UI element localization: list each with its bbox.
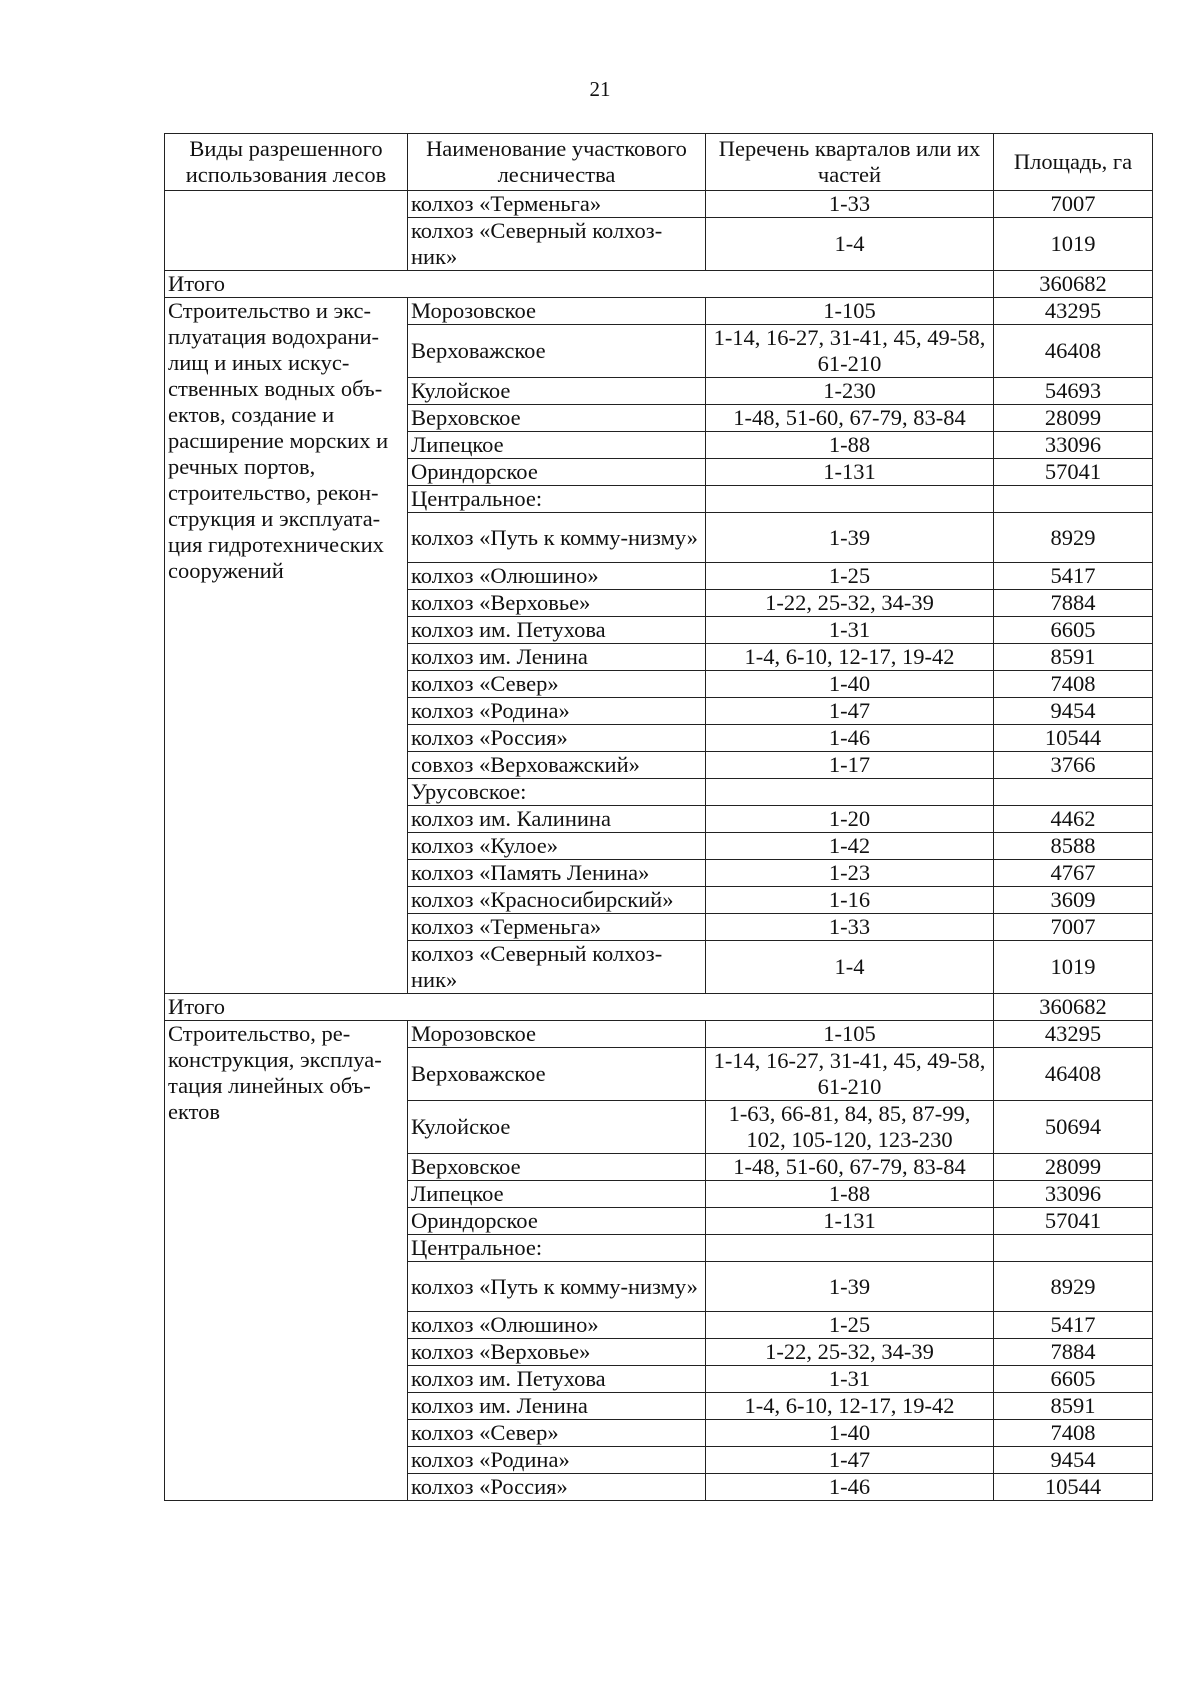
quarters-cell: 1-16 xyxy=(706,887,994,914)
quarters-cell xyxy=(706,779,994,806)
quarters-cell: 1-31 xyxy=(706,1366,994,1393)
area-cell xyxy=(994,779,1153,806)
quarters-cell: 1-17 xyxy=(706,752,994,779)
area-cell xyxy=(994,486,1153,513)
forestry-name-cell: Верховское xyxy=(408,1154,706,1181)
forestry-name-cell: Верховажское xyxy=(408,325,706,378)
forestry-name-cell: колхоз «Север» xyxy=(408,1420,706,1447)
forestry-name-cell: колхоз «Кулое» xyxy=(408,833,706,860)
area-cell: 10544 xyxy=(994,1474,1153,1501)
forestry-name-cell: колхоз им. Петухова xyxy=(408,1366,706,1393)
area-cell: 57041 xyxy=(994,1208,1153,1235)
area-cell: 5417 xyxy=(994,563,1153,590)
quarters-cell: 1-33 xyxy=(706,914,994,941)
area-cell: 7884 xyxy=(994,590,1153,617)
area-cell: 9454 xyxy=(994,698,1153,725)
area-cell: 9454 xyxy=(994,1447,1153,1474)
table-body xyxy=(165,191,1153,1501)
area-cell: 46408 xyxy=(994,1048,1153,1101)
forestry-name-cell: колхоз «Терменьга» xyxy=(408,914,706,941)
forestry-name-cell: колхоз «Россия» xyxy=(408,725,706,752)
area-cell: 1019 xyxy=(994,218,1153,271)
forestry-name-cell: колхоз «Красносибирский» xyxy=(408,887,706,914)
area-cell: 33096 xyxy=(994,432,1153,459)
quarters-cell: 1-22, 25-32, 34-39 xyxy=(706,1339,994,1366)
forestry-name-cell: колхоз «Терменьга» xyxy=(408,191,706,218)
forestry-name-cell: колхоз им. Ленина xyxy=(408,1393,706,1420)
forestry-name-cell: колхоз «Олюшино» xyxy=(408,1312,706,1339)
quarters-cell: 1-39 xyxy=(706,513,994,563)
total-label: Итого xyxy=(165,994,994,1021)
total-row xyxy=(165,994,1153,1021)
quarters-cell: 1-42 xyxy=(706,833,994,860)
quarters-cell: 1-4, 6-10, 12-17, 19-42 xyxy=(706,1393,994,1420)
area-cell: 46408 xyxy=(994,325,1153,378)
quarters-cell: 1-23 xyxy=(706,860,994,887)
forestry-name-cell: Липецкое xyxy=(408,1181,706,1208)
area-cell: 28099 xyxy=(994,1154,1153,1181)
area-cell: 43295 xyxy=(994,298,1153,325)
quarters-cell: 1-131 xyxy=(706,1208,994,1235)
quarters-cell: 1-105 xyxy=(706,298,994,325)
quarters-cell xyxy=(706,1235,994,1262)
area-cell: 5417 xyxy=(994,1312,1153,1339)
quarters-cell: 1-46 xyxy=(706,725,994,752)
quarters-cell: 1-48, 51-60, 67-79, 83-84 xyxy=(706,1154,994,1181)
forestry-name-cell: Морозовское xyxy=(408,1021,706,1048)
forestry-name-cell: Ориндорское xyxy=(408,459,706,486)
forestry-name-cell: колхоз «Путь к комму-низму» xyxy=(408,1262,706,1312)
total-row xyxy=(165,271,1153,298)
table-row xyxy=(165,191,1153,218)
forestry-name-cell: колхоз «Верховье» xyxy=(408,1339,706,1366)
area-cell: 4462 xyxy=(994,806,1153,833)
area-cell: 6605 xyxy=(994,1366,1153,1393)
area-cell: 7408 xyxy=(994,1420,1153,1447)
quarters-cell: 1-48, 51-60, 67-79, 83-84 xyxy=(706,405,994,432)
quarters-cell: 1-47 xyxy=(706,1447,994,1474)
quarters-cell xyxy=(706,486,994,513)
header-area: Площадь, га xyxy=(994,134,1153,191)
quarters-cell: 1-4 xyxy=(706,218,994,271)
total-value: 360682 xyxy=(994,994,1153,1021)
quarters-cell: 1-88 xyxy=(706,1181,994,1208)
quarters-cell: 1-39 xyxy=(706,1262,994,1312)
quarters-cell: 1-131 xyxy=(706,459,994,486)
quarters-cell: 1-31 xyxy=(706,617,994,644)
area-cell: 8591 xyxy=(994,644,1153,671)
forestry-name-cell: Центральное: xyxy=(408,1235,706,1262)
quarters-cell: 1-33 xyxy=(706,191,994,218)
area-cell: 4767 xyxy=(994,860,1153,887)
quarters-cell: 1-105 xyxy=(706,1021,994,1048)
forestry-name-cell: Центральное: xyxy=(408,486,706,513)
area-cell: 50694 xyxy=(994,1101,1153,1154)
area-cell: 7007 xyxy=(994,914,1153,941)
forestry-name-cell: колхоз «Олюшино» xyxy=(408,563,706,590)
forestry-name-cell: Липецкое xyxy=(408,432,706,459)
area-cell: 3766 xyxy=(994,752,1153,779)
forestry-name-cell: колхоз «Родина» xyxy=(408,698,706,725)
quarters-cell: 1-40 xyxy=(706,1420,994,1447)
forestry-name-cell: колхоз «Север» xyxy=(408,671,706,698)
table-header-row xyxy=(165,134,1153,191)
area-cell: 54693 xyxy=(994,378,1153,405)
total-label: Итого xyxy=(165,271,994,298)
usage-type-cell: Строительство, ре-конструкция, эксплуа-тация линейных объ-ектов xyxy=(165,1021,408,1501)
area-cell: 28099 xyxy=(994,405,1153,432)
forestry-name-cell: колхоз «Путь к комму-низму» xyxy=(408,513,706,563)
area-cell: 57041 xyxy=(994,459,1153,486)
forestry-name-cell: колхоз им. Калинина xyxy=(408,806,706,833)
area-cell: 7884 xyxy=(994,1339,1153,1366)
area-cell: 6605 xyxy=(994,617,1153,644)
quarters-cell: 1-4, 6-10, 12-17, 19-42 xyxy=(706,644,994,671)
table-row xyxy=(165,298,1153,325)
forestry-name-cell: Верховское xyxy=(408,405,706,432)
header-usage-type: Виды разрешенного использования лесов xyxy=(165,134,408,191)
area-cell: 1019 xyxy=(994,941,1153,994)
forestry-name-cell: колхоз им. Ленина xyxy=(408,644,706,671)
forestry-name-cell: Урусовское: xyxy=(408,779,706,806)
area-cell: 8929 xyxy=(994,1262,1153,1312)
area-cell: 8588 xyxy=(994,833,1153,860)
table-row xyxy=(165,1021,1153,1048)
area-cell: 8591 xyxy=(994,1393,1153,1420)
forestry-name-cell: Верховажское xyxy=(408,1048,706,1101)
area-cell: 10544 xyxy=(994,725,1153,752)
area-cell: 43295 xyxy=(994,1021,1153,1048)
forestry-name-cell: Морозовское xyxy=(408,298,706,325)
area-cell: 8929 xyxy=(994,513,1153,563)
quarters-cell: 1-40 xyxy=(706,671,994,698)
quarters-cell: 1-22, 25-32, 34-39 xyxy=(706,590,994,617)
header-forestry-name: Наименование участкового лесничества xyxy=(408,134,706,191)
usage-type-cell: Строительство и экс-плуатация водохрани-лищ и иных искус-ственных водных объ-ектов, создание и расширение морских и речных портов, строительство, рекон-струкция и эксплуата-ция гидротехнических сооружений xyxy=(165,298,408,994)
forestry-name-cell: Ориндорское xyxy=(408,1208,706,1235)
quarters-cell: 1-20 xyxy=(706,806,994,833)
forestry-name-cell: Кулойское xyxy=(408,1101,706,1154)
quarters-cell: 1-63, 66-81, 84, 85, 87-99, 102, 105-120, 123-230 xyxy=(706,1101,994,1154)
quarters-cell: 1-88 xyxy=(706,432,994,459)
quarters-cell: 1-4 xyxy=(706,941,994,994)
quarters-cell: 1-14, 16-27, 31-41, 45, 49-58, 61-210 xyxy=(706,1048,994,1101)
page-number: 21 xyxy=(589,77,611,101)
usage-type-cell xyxy=(165,191,408,271)
area-cell: 7007 xyxy=(994,191,1153,218)
forestry-name-cell: Кулойское xyxy=(408,378,706,405)
header-quarters: Перечень кварталов или их частей xyxy=(706,134,994,191)
quarters-cell: 1-25 xyxy=(706,563,994,590)
forestry-name-cell: колхоз «Северный колхоз-ник» xyxy=(408,941,706,994)
area-cell: 33096 xyxy=(994,1181,1153,1208)
forestry-name-cell: колхоз им. Петухова xyxy=(408,617,706,644)
quarters-cell: 1-47 xyxy=(706,698,994,725)
forestry-name-cell: колхоз «Северный колхоз-ник» xyxy=(408,218,706,271)
forest-use-table xyxy=(164,133,1153,1501)
quarters-cell: 1-46 xyxy=(706,1474,994,1501)
area-cell: 3609 xyxy=(994,887,1153,914)
total-value: 360682 xyxy=(994,271,1153,298)
quarters-cell: 1-25 xyxy=(706,1312,994,1339)
forestry-name-cell: колхоз «Память Ленина» xyxy=(408,860,706,887)
forestry-name-cell: колхоз «Родина» xyxy=(408,1447,706,1474)
area-cell xyxy=(994,1235,1153,1262)
forestry-name-cell: совхоз «Верховажский» xyxy=(408,752,706,779)
quarters-cell: 1-14, 16-27, 31-41, 45, 49-58, 61-210 xyxy=(706,325,994,378)
forestry-name-cell: колхоз «Россия» xyxy=(408,1474,706,1501)
forestry-name-cell: колхоз «Верховье» xyxy=(408,590,706,617)
quarters-cell: 1-230 xyxy=(706,378,994,405)
area-cell: 7408 xyxy=(994,671,1153,698)
